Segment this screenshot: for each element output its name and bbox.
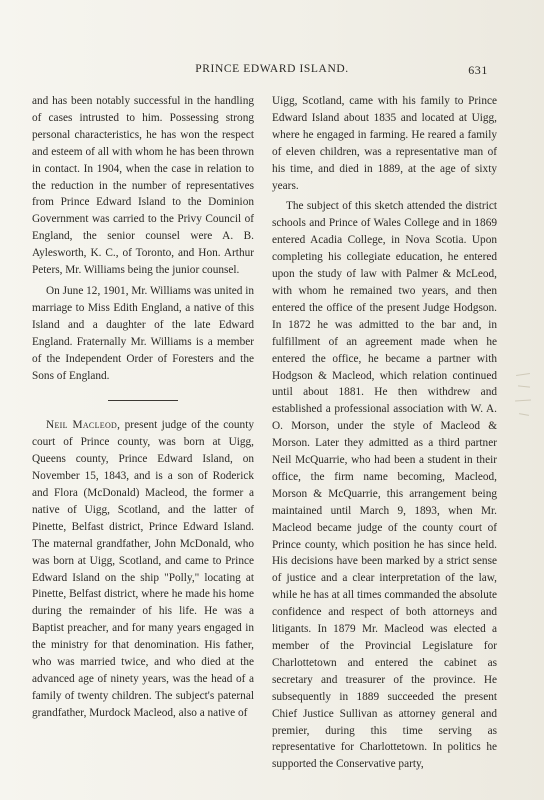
- paragraph-macleod-career: The subject of this sketch attended the district schools and Prince of Wales College and in 1869 entered Acadia College, in Nova Scotia. Upon completing his collegiate education, he entered upon the study of law with Palmer & McLeod, with whom he remained two years, and then entered the office of the present Judge Hodgson. In 1872 he was admitted to the bar and, in fulfillment of an agreement made when he entered the office, he became a partner with Hodgson & Macleod, which relation continued until about 1881. He then withdrew and established a professional association with W. A. O. Morson, under the style of Macleod & Morson. Later they admitted as a third partner Neil McQuarrie, who had been a student in their office, the firm name becoming, Macleod, Morson & McQuarrie, this arrangement being maintained until March 9, 1893, when Mr. Macleod became judge of the county court of Prince county, which position he has since held. His decisions have been marked by a strict sense of justice and a clear interpretation of the law, while he has at all times commanded the absolute confidence and respect of both attorneys and litigants. In 1879 Mr. Macleod was elected a member of the Provincial Legislature for Charlottetown and entered the cabinet as secretary and treasurer of the province. He subsequently in 1889 succeeded the present Chief Justice Sullivan as attorney general and premier, during this time serving as representative for Charlottetown. In politics he supported the Conservative party,: [272, 200, 497, 771]
- paragraph-macleod-intro: [32, 417, 254, 721]
- running-title: PRINCE EDWARD ISLAND.: [195, 63, 349, 75]
- left-column: [32, 93, 254, 722]
- paragraph-williams-marriage: On June 12, 1901, Mr. Williams was united in marriage to Miss Edith England, a native of this Island and a daughter of the late Edward England. Fraternally Mr. Williams is a member of the Independent Order of Foresters and the Sons of England.: [32, 284, 255, 382]
- section-divider: [108, 400, 178, 401]
- page-number: 631: [468, 63, 488, 77]
- paragraph-grandfather: Uigg, Scotland, came with his family to Prince Edward Island about 1835 and located at Uigg, where he engaged in farming. He reared a family of eleven children, was a representative man of his time, and died in 1889, at the age of sixty years.: [272, 95, 497, 192]
- subject-name: Neil Macleod,: [46, 419, 121, 432]
- margin-pencil-mark: [514, 370, 534, 430]
- paragraph-williams-career: and has been notably successful in the handling of cases intrusted to him. Possessing strong personal characteristics, he has won the respect and esteem of all with whom he has been thrown in contact. In 1904, when the case in relation to the reduction in the number of representatives from Prince Edward Island to the Dominion Government was carried to the Privy Council of England, the senior counsel were A. B. Aylesworth, K. C., of Toronto, and Hon. Arthur Peters, Mr. Williams being the junior counsel.: [32, 95, 254, 277]
- right-column: [272, 93, 497, 773]
- running-head: [0, 63, 544, 77]
- paragraph-macleod-text: present judge of the county court of Prince county, was born at Uigg, Queens county, Prince Edward Island, on November 15, 1843, and is a son of Roderick and Flora (McDonald) Macleod, the former a native of Uigg, Scotland, and the latter of Pinette, Belfast district, Prince Edward Island. The maternal grandfather, John McDonald, who was born at Uigg, Scotland, and came to Prince Edward Island on the ship "Polly," locating at Pinette, Belfast district, where he made his home during the remainder of his life. He was a Baptist preacher, and for many years engaged in the ministry for that denomination. His father, who was married twice, and who died at the advanced age of ninety years, was the head of a family of twenty children. The subject's paternal grandfather, Murdock Macleod, also a native of: [32, 419, 254, 719]
